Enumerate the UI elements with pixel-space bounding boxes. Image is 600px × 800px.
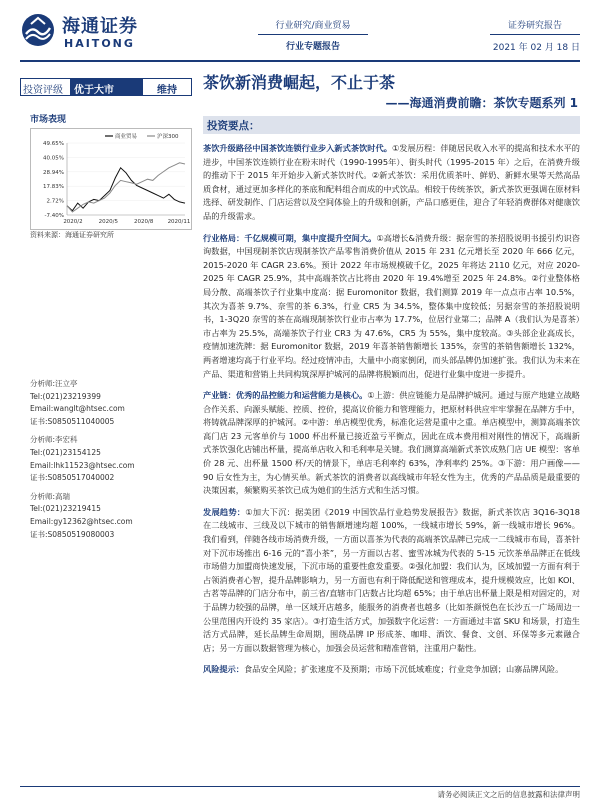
page-subtitle: ——海通消费前瞻：茶饮专题系列 1 bbox=[385, 96, 578, 110]
logo-english: HAITONG bbox=[64, 37, 135, 50]
market-performance-chart bbox=[30, 128, 192, 230]
point-body: ①发展历程：伴随居民收入水平的提高和技术水平的进步，中国茶饮连锁行业在粉末时代（1990-1995年）、街头时代（1995-2015 年）之后，在消费升级的推动下于 2015 年开始步入新式茶饮时代。②新式茶饮：采用优质茶叶、鲜奶、新鲜水果等天然高品质食材，通过更加多样化的茶底和配料组合而成的中式饮品。相较于传统茶饮，新式茶饮更强调在原材料选择、研发制作、门店运营以及空间体验上的升级和创新，产品口感更佳，迎合了年轻消费群体对健康饮品的升级需求。 bbox=[203, 143, 580, 221]
analyst-email: Email:gy12362@htsec.com bbox=[30, 516, 133, 526]
analyst-name: 分析师:李宏科 bbox=[30, 435, 78, 445]
y-tick-label: -7.40% bbox=[44, 213, 64, 219]
x-tick-label: 2020/8 bbox=[133, 219, 154, 225]
y-tick-label: 2.72% bbox=[46, 198, 64, 205]
x-tick-label: 2020/11 bbox=[167, 219, 191, 225]
market-performance-label: 市场表现 bbox=[30, 115, 67, 125]
point-body: ①加大下沉：据美团《2019 中国饮品行业趋势发展报告》数据，新式茶饮店 3Q16-3Q18 在二线城市、三线及以下城市的销售额增速均超 100%，一线城市增长 59%，新一线城市增长 96%。我们看到，伴随各线市场消费升级，一方面以喜茶为代表的高端茶饮品牌已完成一二线城市布局，喜茶针对下沉市场推出 6-16 元的“喜小茶”，另一方面以古茗、蜜雪冰城为代表的 5-15 元饮茶单品牌正在低线市场借力加盟商快速发展，下沉市场的重要性愈发重要。②强化加盟：我们认为，区域加盟一方面有利于占领消费者心智，提升品牌影响力，另一方面也有利于降低配送和管理成本，提升规模效应，比如 KOI、古茗等品牌的门店分布中，前三省/直辖市门店数占比均超 65%；由于单店出杯量上限是相对固定的，对于品牌力较强的品牌，单一区域开店越多，能服务的消费者也越多（比如茶颜悦色在长沙五一广场周边一公里范围内开设约 35 家店）。③打造生活方式，加强数字化运营：一方面通过丰富 SKU 和场景，打造生活方式品牌，延长品牌生命周期，围绕品牌 IP 形成茶、咖啡、酒饮、餐食、文创、环保等多元素融合店；另一方面以数据管理为核心，加强会员运营和精准营销，注重用户黏性。 bbox=[203, 506, 580, 653]
analyst-tel: Tel:(021)23154125 bbox=[30, 447, 101, 457]
investment-rating bbox=[20, 78, 192, 96]
point-body: ①上游：供应链能力是品牌护城河。通过与原产地建立战略合作关系、向源头赋能、控质、控价，提高议价能力和管理能力，把原材料供应牢牢掌握在品牌方手中，将铸就品牌深厚的护城河。②中游：单店模型优秀，标准化运营是重中之重。单店模型中，测算高端茶饮高门店 23 元客单价与 1000 杯出杯量已接近盈亏平衡点，因此在成本费用相对刚性的情况下，高端新式茶饮强化店铺出杯量，提高单店收入和毛利率是关键。我们测算高端新式茶饮成熟门店 UE 模型：客单价 28 元、出杯量 1500 杯/天的情景下，单店毛利率约 63%，净利率约 25%。③下游：用户画像——90 后女性为主，为心情买单。新式茶饮的消费者以高线城市年轻女性为主，优秀的产品品质是最重要的决策因素，频繁购买茶饮已成为她们的生活方式和生活习惯。 bbox=[203, 390, 580, 496]
disclaimer-note: 请务必阅读正文之后的信息披露和法律声明 bbox=[437, 790, 580, 799]
point-heading: 发展趋势： bbox=[203, 506, 246, 517]
haitong-emblem-icon bbox=[20, 12, 56, 48]
analyst-cert: 证书:S0850511040005 bbox=[30, 416, 115, 426]
analyst-card bbox=[30, 491, 190, 541]
y-tick-label: 28.94% bbox=[43, 169, 64, 176]
x-tick-label: 2020/2 bbox=[63, 219, 83, 225]
report-header bbox=[0, 0, 600, 62]
chart-svg bbox=[31, 129, 191, 229]
series-line bbox=[67, 163, 185, 212]
point-paragraph-5 bbox=[203, 663, 580, 677]
point-paragraph-4 bbox=[203, 506, 580, 656]
point-paragraph-1 bbox=[203, 142, 580, 224]
x-tick-label: 2020/5 bbox=[98, 219, 119, 225]
report-category: 行业研究/商业贸易 bbox=[258, 18, 368, 35]
header-divider bbox=[20, 60, 580, 62]
logo-chinese: 海通证券 bbox=[62, 16, 138, 37]
series-line bbox=[67, 168, 185, 211]
y-tick-label: 49.65% bbox=[43, 141, 64, 147]
analyst-email: Email:lhk11523@htsec.com bbox=[30, 460, 135, 470]
legend-label: 沪深300 bbox=[157, 134, 179, 140]
rating-label: 投资评级 bbox=[21, 79, 71, 95]
haitong-logo bbox=[20, 10, 150, 52]
rating-change: 维持 bbox=[143, 79, 191, 95]
analyst-name: 分析师:汪立亭 bbox=[30, 379, 78, 388]
point-body: ①高增长&消费升级：据奈雪的茶招股说明书援引灼识咨询数据，中国现制茶饮店现制茶饮产品零售消费价值从 2015 年 231 亿元增长至 2020 年 666 亿元，2015-2020 年 CAGR 23.6%。预计 2022 年市场规模破千亿，2025 年将达 2110 亿元，对应 2020-2025 年 CAGR 25.9%，其中高端茶饮占比将由 2020 年 19.4%增至 2025 年 24.8%。②行业整体格局分散、高端茶饮子行业集中度高：据 Euromonitor 数据，我们测算 2019 年一点点市占率 10.5%，其次为喜茶 9.7%、奈雪的茶 6.3%，行业 CR5 为 34.5%，整体集中度较低；另据奈雪的茶招股说明书，1-3Q20 奈雪的茶在高端现制茶饮行业市占率为 17.7%，位居行业第二；品牌 A（我们认为是喜茶）市占率为 25.5%，高端茶饮子行业 CR3 为 47.6%，CR5 为 55%，集中度较高。③头部企业高成长，疫情加速洗牌：据 Euromonitor 数据，2019 年喜茶销售额增长 135%，奈雪的茶销售额增长 132%，两者增速均高于行业平均。经过疫情冲击，大量中小商家倒闭，而头部品牌仍加速扩张。我们认为未来在产品、渠道和营销上共同构筑深厚护城河的品牌将脱颖而出，促进行业集中度进一步提升。 bbox=[203, 232, 580, 379]
report-category-block bbox=[258, 18, 368, 52]
point-heading: 茶饮升级路径中国茶饮连锁行业步入新式茶饮时代。 bbox=[203, 143, 392, 153]
points-header: 投资要点： bbox=[203, 116, 580, 134]
analyst-cert: 证书:S0850519080003 bbox=[30, 529, 115, 539]
point-body: 食品安全风险；扩张速度不及预期；市场下沉低域难度；行业竞争加剧；山寨品牌风险。 bbox=[243, 664, 564, 675]
analyst-email: Email:wanglt@htsec.com bbox=[30, 404, 125, 414]
point-heading: 产业链：优秀的品控能力和运营能力是核心。 bbox=[203, 390, 368, 401]
analyst-cert: 证书:S0850517040002 bbox=[30, 473, 115, 483]
point-heading: 行业格局：千亿规模可期，集中度提升空间大。 bbox=[203, 232, 377, 243]
analyst-tel: Tel:(021)23219399 bbox=[30, 391, 101, 401]
chart-source: 资料来源：海通证券研究所 bbox=[30, 231, 114, 239]
y-tick-label: 17.83% bbox=[43, 184, 64, 191]
analyst-tel: Tel:(021)23219415 bbox=[30, 504, 101, 514]
point-paragraph-3 bbox=[203, 389, 580, 498]
report-type: 行业专题报告 bbox=[285, 42, 340, 52]
page-title: 茶饮新消费崛起，不止于茶 bbox=[203, 73, 396, 92]
analyst-name: 分析师:高瑞 bbox=[30, 491, 71, 501]
analyst-list bbox=[30, 378, 190, 547]
report-date: 2021 年 02 月 18 日 bbox=[492, 43, 580, 53]
footer-divider bbox=[20, 786, 580, 787]
point-paragraph-2 bbox=[203, 232, 580, 382]
legend-label: 商业贸易 bbox=[115, 134, 138, 140]
analyst-card bbox=[30, 378, 190, 428]
report-meta-block bbox=[490, 18, 580, 53]
y-tick-label: 40.05% bbox=[43, 155, 64, 162]
rating-value: 优于大市 bbox=[71, 79, 143, 95]
page-footer bbox=[0, 786, 600, 800]
point-heading: 风险提示： bbox=[203, 664, 244, 675]
analyst-card bbox=[30, 434, 190, 484]
investment-points bbox=[203, 116, 580, 677]
report-label: 证券研究报告 bbox=[490, 18, 580, 35]
